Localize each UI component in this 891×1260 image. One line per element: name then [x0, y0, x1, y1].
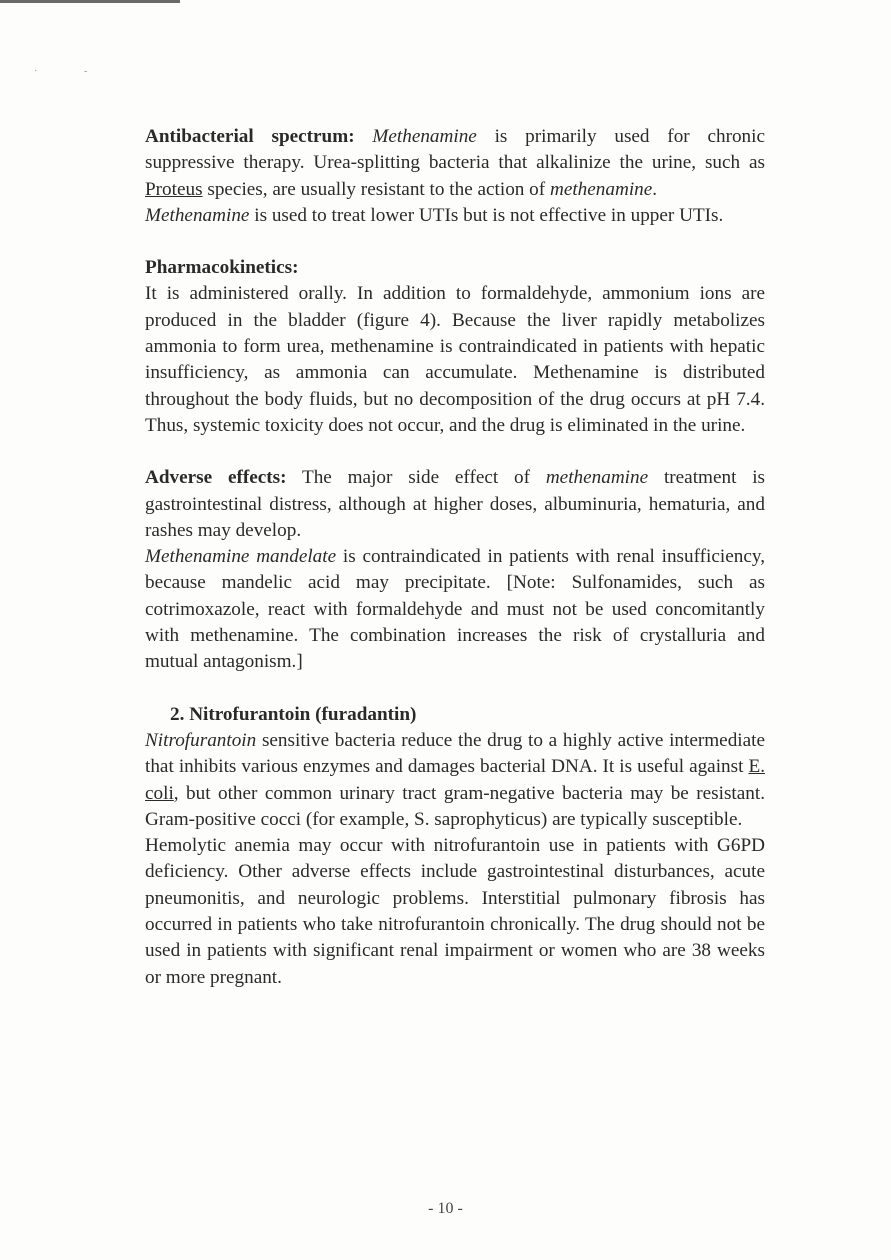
drug-name: methenamine	[545, 467, 649, 489]
page-number: - 10 -	[428, 1200, 463, 1217]
drug-name: Methenamine mandelate	[145, 546, 337, 568]
drug-name: Nitrofurantoin	[145, 729, 257, 751]
pharmacokinetics-paragraph: It is administered orally. In addition to formaldehyde, ammonium ions are produced in the bladder (figure 4). Because the liver rapidly metabolizes ammonia to form urea, methenamine is contraindicated in patients with hepatic insufficiency, as ammonia can accumulate. Methenamine is distributed throughout the body fluids, but no decomposition of the drug occurs at pH 7.4. Thus, systemic toxicity does not occur, and the drug is eliminated in the urine.	[145, 283, 765, 436]
page-content	[145, 124, 765, 991]
pharmacokinetics-heading: Pharmacokinetics:	[145, 257, 299, 279]
body-text: is contraindicated in patients with renal insufficiency, because mandelic acid may precipitate. [Note: Sulfonamides, such as cotrimoxazole, react with formaldehyde and must not be used concomitantly with methenamine. The combination increases the risk of crystalluria and mutual antagonism.]	[145, 546, 765, 673]
body-text: is primarily used for chronic suppressive therapy. Urea-splitting bacteria that alkalinize the urine, such as	[145, 126, 765, 174]
antibacterial-spectrum-paragraph	[145, 124, 765, 229]
organism-name: Proteus	[145, 178, 203, 200]
body-text: sensitive bacteria reduce the drug to a highly active intermediate that inhibits various enzymes and damages bacterial DNA. It is useful against	[145, 729, 765, 778]
scan-edge-mark	[0, 0, 180, 3]
nitrofurantoin-paragraph	[145, 728, 765, 833]
scan-speck: -	[84, 66, 88, 77]
body-text: The major side effect of	[286, 467, 546, 489]
body-text: species, are usually resistant to the action of	[202, 178, 550, 200]
organism-name: E. coli	[145, 756, 765, 804]
antibacterial-spectrum-label: Antibacterial spectrum:	[145, 126, 355, 147]
nitrofurantoin-adverse-paragraph: Hemolytic anemia may occur with nitrofurantoin use in patients with G6PD deficiency. Other adverse effects include gastrointestinal disturbances, acute pneumonitis, and neurologic problems. Interstitial pulmonary fibrosis has occurred in patients who take nitrofurantoin chronically. The drug should not be used in patients with significant renal impairment or women who are 38 weeks or more pregnant.	[145, 835, 765, 988]
drug-name: methenamine	[549, 178, 653, 200]
drug-name: Methenamine	[145, 204, 250, 226]
body-text: , but other common urinary tract gram-negative bacteria may be resistant. Gram-positive cocci (for example, S. saprophyticus) are typically susceptible.	[145, 782, 765, 830]
body-text: .	[652, 178, 658, 200]
drug-name: Methenamine	[372, 126, 477, 147]
body-text: treatment is gastrointestinal distress, although at higher doses, albuminuria, hematuria, and rashes may develop.	[145, 467, 766, 541]
adverse-effects-label: Adverse effects:	[145, 467, 287, 489]
scan-speck: ·	[34, 66, 38, 77]
body-text: is used to treat lower UTIs but is not effective in upper UTIs.	[249, 204, 724, 226]
adverse-effects-paragraph	[145, 465, 765, 675]
nitrofurantoin-heading: 2. Nitrofurantoin (furadantin)	[170, 703, 417, 725]
